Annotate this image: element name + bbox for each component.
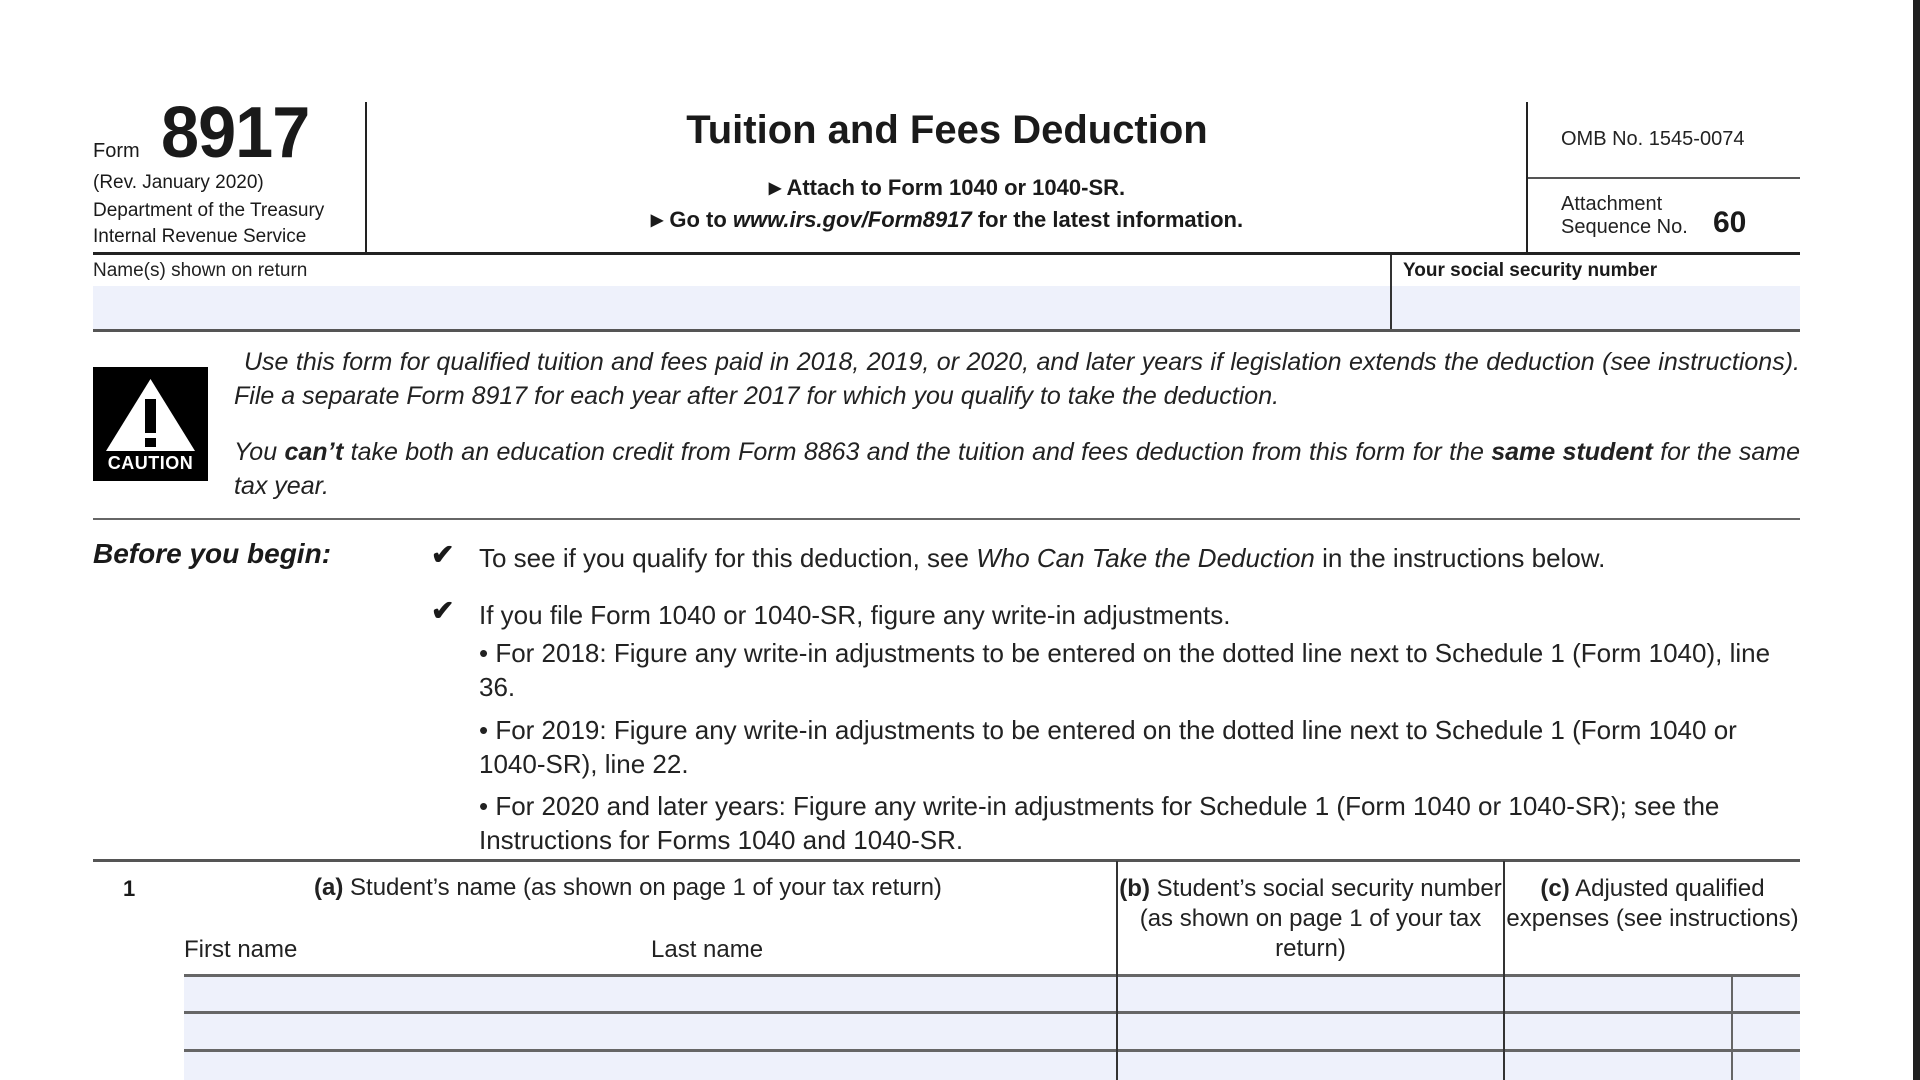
emphasis-same-student: same student (1491, 438, 1653, 466)
attachment-label: Attachment (1561, 193, 1663, 215)
caution-paragraph-1: Use this form for qualified tuition and fees paid in 2018, 2019, or 2020, and later years if legislation extends the deduction (see instructions). File a separate Form 8917 for each year after 2017 for which you qualify to take the deduction. (234, 348, 1800, 410)
attach-text: Attach to Form 1040 or 1040-SR. (786, 175, 1126, 200)
viewer-edge-bar (1913, 0, 1920, 1080)
checklist-item-2: If you file Form 1040 or 1040-SR, figure any write-in adjustments. (479, 600, 1231, 630)
checklist-item-1: To see if you qualify for this deduction, see Who Can Take the Deduction in the instructions below. (479, 543, 1606, 573)
first-name-header: First name (184, 936, 298, 963)
student-ssn-input[interactable] (1118, 977, 1503, 1011)
table-body (184, 974, 1800, 1080)
table-row-rule (184, 1049, 1800, 1052)
column-divider-cents (1731, 975, 1733, 1080)
emphasis-cant: can’t (284, 438, 344, 466)
first-name-input[interactable] (184, 977, 650, 1011)
column-b-header: (b) Student’s social security number (as shown on page 1 of your tax return) (1119, 875, 1502, 962)
table-header-rule (184, 974, 1800, 977)
ssn-field[interactable] (1392, 286, 1800, 329)
arrow-right-icon: ▶ (650, 212, 664, 229)
line-number: 1 (123, 876, 136, 901)
caution-rule (93, 518, 1800, 520)
caution-icon (93, 367, 208, 481)
column-c-header: (c) Adjusted qualified expenses (see instructions) (1506, 875, 1799, 932)
sequence-label: Sequence No. (1561, 216, 1688, 238)
column-a-header: (a) Student’s name (as shown on page 1 of your tax return) (314, 874, 942, 901)
student-ssn-input[interactable] (1118, 1014, 1503, 1049)
goto-instruction (367, 207, 1527, 233)
name-row-rule (93, 329, 1800, 332)
department-line1: Department of the Treasury (93, 200, 325, 221)
caution-label: CAUTION (107, 453, 194, 473)
form-word: Form (93, 140, 140, 162)
student-ssn-input[interactable] (1118, 1052, 1503, 1080)
bullet-2020: • For 2020 and later years: Figure any write-in adjustments for Schedule 1 (Form 1040 or 1040-SR); see the Instructions for Forms 1040 and 1040-SR. (479, 791, 1720, 855)
form-title: Tuition and Fees Deduction (686, 108, 1208, 152)
bullet-2019: • For 2019: Figure any write-in adjustments to be entered on the dotted line next to Schedule 1 (Form 1040 or 1040-SR), line 22. (479, 715, 1737, 779)
checkmark-icon: ✔ (431, 539, 455, 570)
bullet-2018: • For 2018: Figure any write-in adjustments to be entered on the dotted line next to Schedule 1 (Form 1040), line 36. (479, 638, 1771, 702)
expenses-input[interactable] (1505, 1014, 1731, 1049)
cents-input[interactable] (1733, 977, 1800, 1011)
last-name-input[interactable] (651, 977, 1116, 1011)
last-name-input[interactable] (651, 1014, 1116, 1049)
form-revision: (Rev. January 2020) (93, 172, 264, 193)
cents-input[interactable] (1733, 1014, 1800, 1049)
department-line2: Internal Revenue Service (93, 226, 307, 247)
form-number: 8917 (161, 93, 310, 173)
cents-input[interactable] (1733, 1052, 1800, 1080)
name-label: Name(s) shown on return (93, 260, 308, 281)
column-divider-a-b (1116, 861, 1118, 1080)
goto-suffix: for the latest information. (971, 207, 1244, 232)
caution-paragraph-2: You can’t take both an education credit from Form 8863 and the tuition and fees deduction from this form for the same student for the same tax year. (234, 438, 1800, 500)
checkmark-icon: ✔ (431, 595, 455, 626)
table-top-rule (93, 859, 1800, 862)
arrow-right-icon: ▶ (768, 180, 782, 197)
column-divider-b-c (1503, 861, 1505, 1080)
goto-prefix: Go to (669, 207, 733, 232)
name-field[interactable] (93, 286, 1390, 329)
first-name-input[interactable] (184, 1014, 650, 1049)
irs-url-link[interactable]: www.irs.gov/Form8917 (732, 207, 972, 232)
ssn-label: Your social security number (1403, 260, 1658, 281)
sequence-number: 60 (1713, 206, 1747, 239)
omb-divider (1528, 177, 1800, 179)
last-name-header: Last name (651, 936, 764, 963)
last-name-input[interactable] (651, 1052, 1116, 1080)
warning-triangle-icon (103, 375, 198, 455)
expenses-input[interactable] (1505, 1052, 1731, 1080)
before-you-begin-heading: Before you begin: (93, 538, 332, 569)
omb-number: OMB No. 1545-0074 (1561, 128, 1745, 150)
header-bottom-rule (93, 252, 1800, 255)
first-name-input[interactable] (184, 1052, 650, 1080)
table-row-rule (184, 1011, 1800, 1014)
attach-instruction (367, 175, 1527, 201)
expenses-input[interactable] (1505, 977, 1731, 1011)
